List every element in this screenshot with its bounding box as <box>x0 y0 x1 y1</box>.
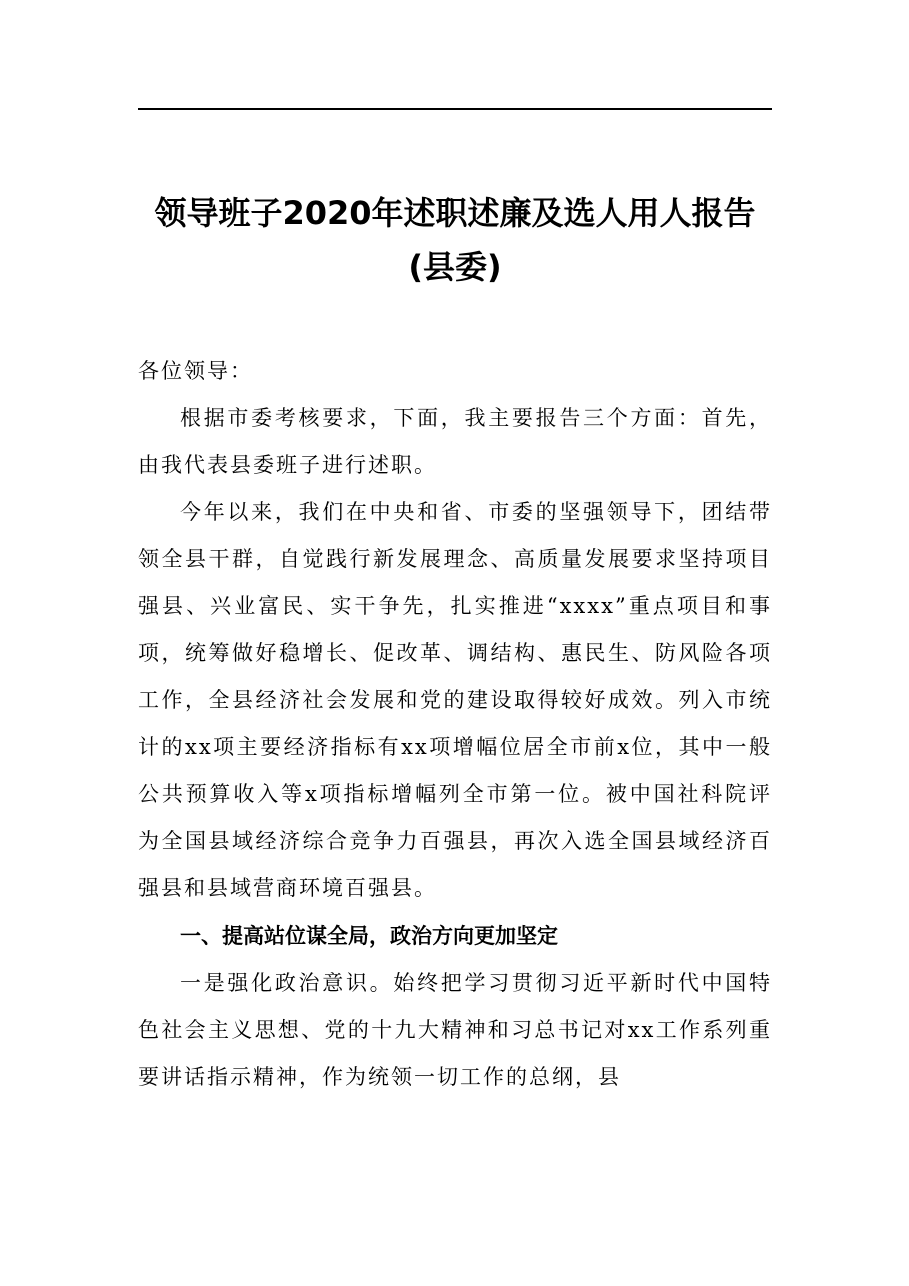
title-line-2: (县委) <box>408 248 502 286</box>
paragraph-summary: 今年以来，我们在中央和省、市委的坚强领导下，团结带领全县干群，自觉践行新发展理念、高质量发展要求坚持项目强县、兴业富民、实干争先，扎实推进“xxxx”重点项目和事项，统筹做好稳增长、促改革、调结构、惠民生、防风险各项工作，全县经济社会发展和党的建设取得较好成效。列入市统计的xx项主要经济指标有xx项增幅位居全市前x位，其中一般公共预算收入等x项指标增幅列全市第一位。被中国社科院评为全国县域经济综合竞争力百强县，再次入选全国县域经济百强县和县域营商环境百强县。 <box>138 500 772 900</box>
paragraph-intro: 根据市委考核要求，下面，我主要报告三个方面：首先，由我代表县委班子进行述职。 <box>138 406 772 477</box>
section-paragraph: 一是强化政治意识。始终把学习贯彻习近平新时代中国特色社会主义思想、党的十九大精神和习总书记对xx工作系列重要讲话指示精神，作为统领一切工作的总纲，县 <box>138 971 772 1089</box>
title-line-1: 领导班子2020年述职述廉及选人用人报告 <box>154 194 756 232</box>
salutation: 各位领导： <box>138 359 253 383</box>
section-heading: 一、提高站位谋全局，政治方向更加坚定 <box>180 924 558 948</box>
document-title <box>138 186 772 294</box>
document-body <box>138 186 772 1101</box>
header-rule <box>138 108 772 110</box>
